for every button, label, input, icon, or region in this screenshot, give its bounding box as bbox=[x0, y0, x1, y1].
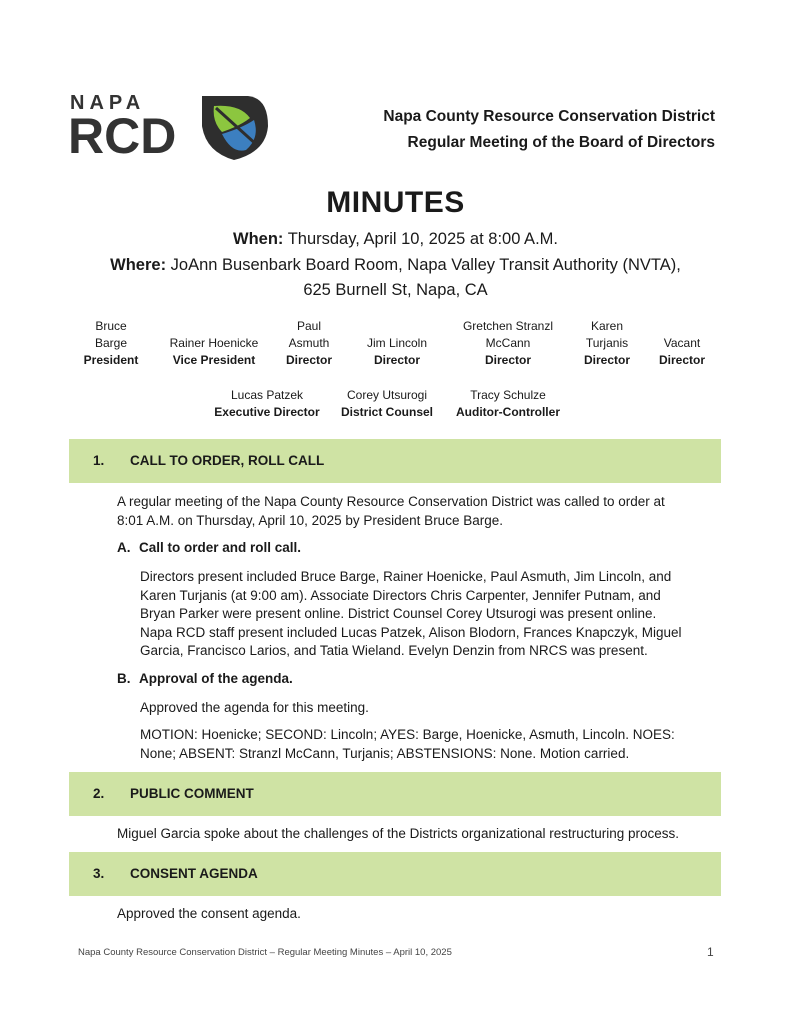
section-heading: PUBLIC COMMENT bbox=[130, 786, 254, 801]
member-name-2: Vacant bbox=[663, 336, 701, 350]
agenda-approval-text: Approved the agenda for this meeting. bbox=[140, 700, 369, 715]
board-member bbox=[650, 335, 714, 369]
subsection-letter: B. bbox=[117, 671, 131, 686]
member-name-2: Asmuth bbox=[288, 336, 330, 350]
board-member bbox=[158, 335, 270, 369]
where-line-2: 625 Burnell St, Napa, CA bbox=[303, 281, 488, 299]
staff-role: Auditor-Controller bbox=[456, 405, 560, 419]
roll-call-line: Garcia, Francisco Larios, and Tatia Wieland. Evelyn Denzin from NRCS was present. bbox=[140, 643, 648, 658]
leaf-shield-icon bbox=[200, 92, 270, 162]
member-name-1: Gretchen Stranzl bbox=[462, 319, 554, 333]
section-number: 1. bbox=[93, 453, 105, 468]
member-role: Director bbox=[658, 353, 705, 367]
section-header-call-to-order bbox=[69, 439, 721, 483]
staff-name: Corey Utsurogi bbox=[346, 388, 428, 402]
call-to-order-intro bbox=[117, 493, 665, 530]
consent-agenda-text: Approved the consent agenda. bbox=[117, 906, 301, 921]
roll-call-line: Napa RCD staff present included Lucas Patzek, Alison Blodorn, Frances Knapczyk, Miguel bbox=[140, 624, 682, 640]
member-role: Director bbox=[484, 353, 531, 367]
when-line bbox=[0, 230, 791, 249]
section-header-consent-agenda bbox=[69, 852, 721, 896]
where-line bbox=[0, 256, 791, 275]
roll-call-line: Directors present included Bruce Barge, Rainer Hoenicke, Paul Asmuth, Jim Lincoln, and bbox=[140, 569, 672, 584]
roll-call-line: Bryan Parker were present online. District Counsel Corey Utsurogi was present online. bbox=[140, 606, 657, 621]
roll-call-line: Karen Turjanis (at 9:00 am). Associate Directors Chris Carpenter, Jennifer Putnam, and bbox=[140, 587, 661, 603]
subsection-title: Approval of the agenda. bbox=[139, 671, 293, 686]
member-name-1: Paul bbox=[296, 319, 322, 333]
section-header-public-comment bbox=[69, 772, 721, 816]
staff-member bbox=[334, 387, 440, 421]
board-member bbox=[450, 318, 566, 369]
page-number: 1 bbox=[707, 945, 714, 959]
member-name-1: Bruce bbox=[95, 319, 127, 333]
section-heading: CALL TO ORDER, ROLL CALL bbox=[130, 453, 325, 468]
logo-napa-text: NAPA bbox=[70, 92, 146, 114]
when-label: When: bbox=[233, 230, 284, 248]
napa-rcd-logo bbox=[70, 92, 270, 164]
where-label: Where: bbox=[110, 256, 167, 274]
subsection-letter: A. bbox=[117, 540, 131, 555]
staff-role: Executive Director bbox=[214, 405, 320, 419]
roll-call-paragraph bbox=[140, 568, 682, 661]
member-name-2: Barge bbox=[94, 336, 128, 350]
public-comment-text: Miguel Garcia spoke about the challenges of the Districts organizational restructuring process. bbox=[117, 826, 680, 841]
member-role: Director bbox=[583, 353, 630, 367]
page-footer: Napa County Resource Conservation District – Regular Meeting Minutes – April 10, 2025 bbox=[78, 947, 452, 958]
section-number: 3. bbox=[93, 866, 105, 881]
member-name-1: Karen bbox=[590, 319, 624, 333]
member-name-2: McCann bbox=[485, 336, 531, 350]
board-member bbox=[78, 318, 144, 369]
section-number: 2. bbox=[93, 786, 105, 801]
meeting-type: Regular Meeting of the Board of Directors bbox=[407, 134, 715, 151]
member-role: Vice President bbox=[172, 353, 256, 367]
intro-line: 8:01 A.M. on Thursday, April 10, 2025 by President Bruce Barge. bbox=[117, 512, 503, 528]
member-role: Director bbox=[285, 353, 332, 367]
member-name-2: Turjanis bbox=[585, 336, 629, 350]
member-role: Director bbox=[373, 353, 420, 367]
member-name-2: Jim Lincoln bbox=[366, 336, 428, 350]
logo-rcd-text: RCD bbox=[68, 108, 177, 164]
member-role: President bbox=[83, 353, 139, 367]
page-title: MINUTES bbox=[326, 186, 465, 219]
board-member bbox=[354, 335, 440, 369]
board-member bbox=[574, 318, 640, 369]
member-name-2: Rainer Hoenicke bbox=[169, 336, 259, 350]
where-text-1: JoAnn Busenbark Board Room, Napa Valley Transit Authority (NVTA), bbox=[166, 256, 681, 274]
intro-line: A regular meeting of the Napa County Resource Conservation District was called to order at bbox=[117, 494, 665, 509]
staff-role: District Counsel bbox=[340, 405, 433, 419]
org-name: Napa County Resource Conservation District bbox=[383, 108, 715, 125]
subsection-title: Call to order and roll call. bbox=[139, 540, 302, 555]
staff-member bbox=[446, 387, 570, 421]
staff-name: Lucas Patzek bbox=[230, 388, 304, 402]
organization-header bbox=[383, 104, 715, 156]
motion-line: MOTION: Hoenicke; SECOND: Lincoln; AYES: Barge, Hoenicke, Asmuth, Lincoln. NOES: bbox=[140, 727, 675, 742]
section-heading: CONSENT AGENDA bbox=[130, 866, 258, 881]
when-text: Thursday, April 10, 2025 at 8:00 A.M. bbox=[283, 230, 558, 248]
motion-line: None; ABSENT: Stranzl McCann, Turjanis; ABSTENSIONS: None. Motion carried. bbox=[140, 745, 630, 761]
staff-name: Tracy Schulze bbox=[470, 388, 546, 402]
motion-paragraph bbox=[140, 726, 675, 763]
staff-member bbox=[204, 387, 330, 421]
board-member bbox=[276, 318, 342, 369]
